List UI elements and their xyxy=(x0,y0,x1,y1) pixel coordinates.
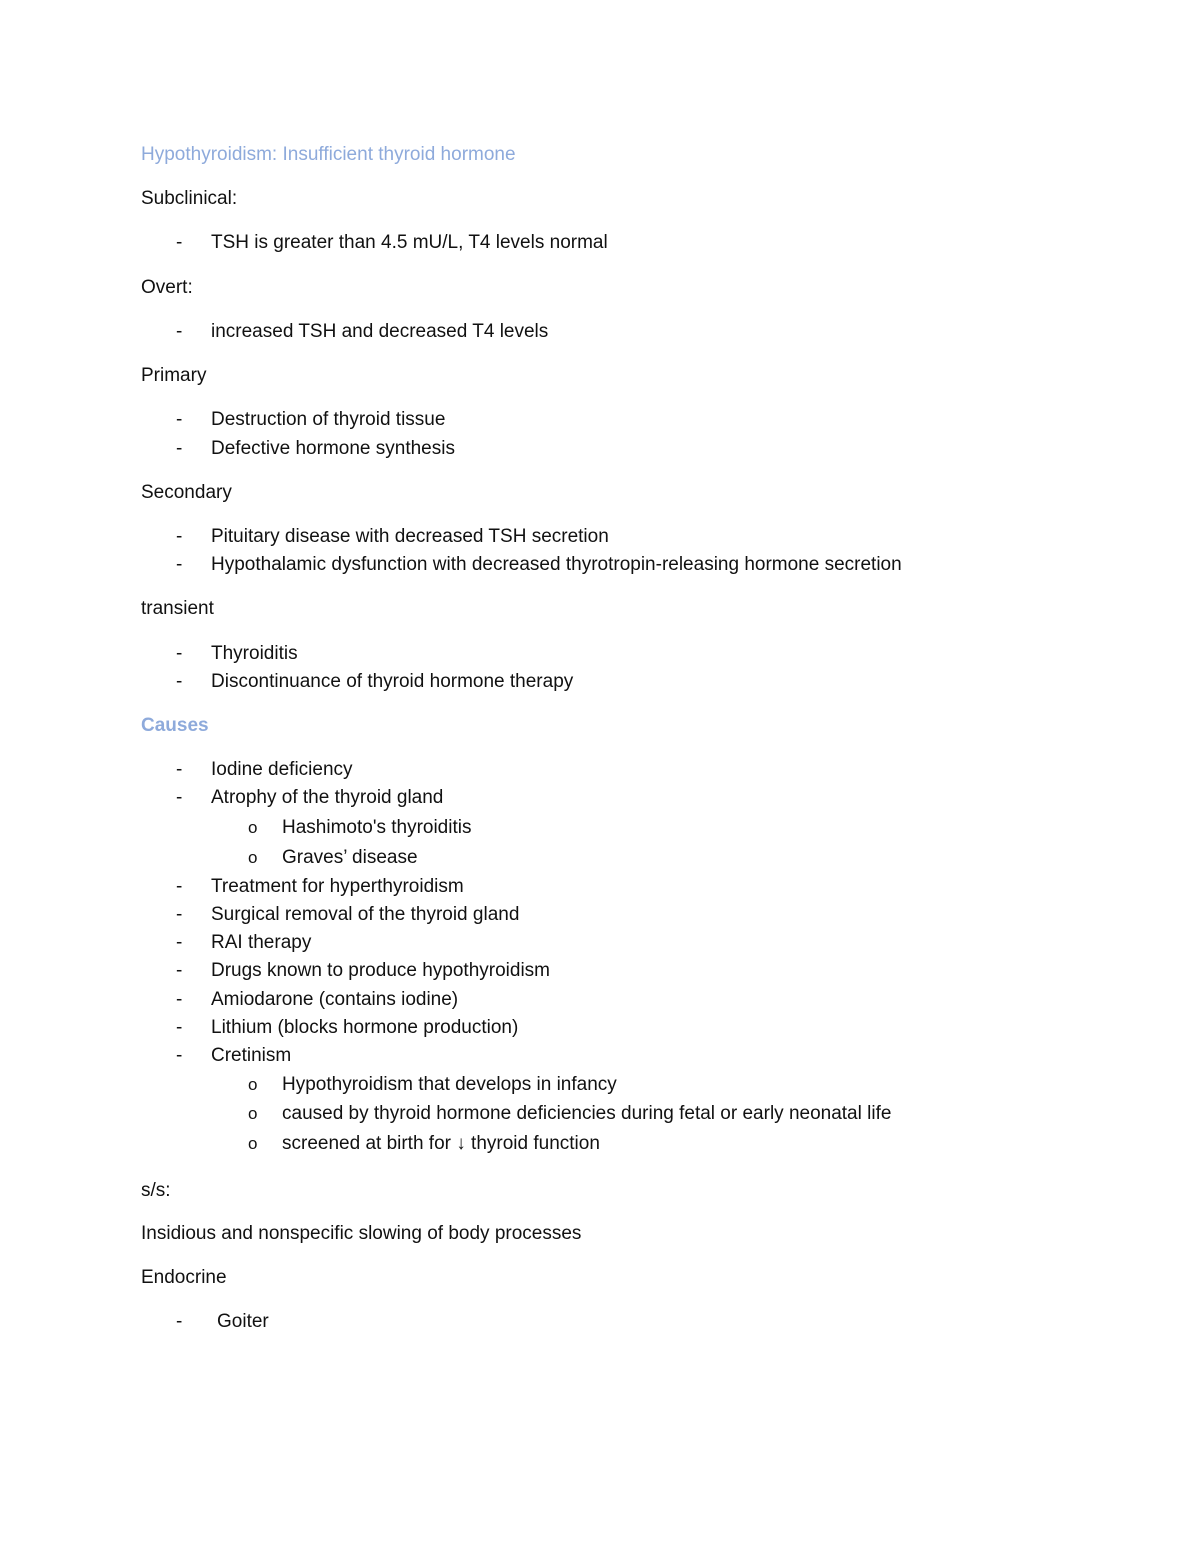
dash-marker: - xyxy=(176,643,183,664)
sub-list-item-text: Graves’ disease xyxy=(282,847,418,868)
list-item-text: Pituitary disease with decreased TSH secretion xyxy=(211,526,609,547)
sub-marker: o xyxy=(248,1134,258,1153)
signs-intro: Insidious and nonspecific slowing of body processes xyxy=(141,1223,582,1244)
sub-list-item xyxy=(0,1102,1200,1126)
list-item xyxy=(0,959,1200,983)
sub-list-item xyxy=(0,1073,1200,1097)
section-heading-subclinical: Subclinical: xyxy=(141,188,238,209)
list-item-text: Thyroiditis xyxy=(211,643,298,664)
list-item xyxy=(0,320,1200,344)
sub-marker: o xyxy=(248,848,258,867)
sub-list-item-text: caused by thyroid hormone deficiencies during fetal or early neonatal life xyxy=(282,1103,892,1124)
list-item xyxy=(0,437,1200,461)
sub-marker: o xyxy=(248,1104,258,1123)
list-item xyxy=(0,758,1200,782)
sub-list-item xyxy=(0,1132,1200,1156)
dash-marker: - xyxy=(176,321,183,342)
dash-marker: - xyxy=(176,1017,183,1038)
dash-marker: - xyxy=(176,671,183,692)
list-item-text: Atrophy of the thyroid gland xyxy=(211,787,444,808)
list-item-text: Lithium (blocks hormone production) xyxy=(211,1017,519,1038)
list-item-text: Defective hormone synthesis xyxy=(211,438,455,459)
dash-marker: - xyxy=(176,1045,183,1066)
section-heading-secondary: Secondary xyxy=(141,482,232,503)
list-item xyxy=(0,642,1200,666)
list-item-text: Destruction of thyroid tissue xyxy=(211,409,446,430)
list-item-text: Discontinuance of thyroid hormone therapy xyxy=(211,671,574,692)
list-item xyxy=(0,786,1200,810)
dash-marker: - xyxy=(176,932,183,953)
dash-marker: - xyxy=(176,759,183,780)
dash-marker: - xyxy=(176,232,183,253)
dash-marker: - xyxy=(176,526,183,547)
dash-marker: - xyxy=(176,876,183,897)
dash-marker: - xyxy=(176,904,183,925)
sub-list-item xyxy=(0,816,1200,840)
sub-list-item-text: screened at birth for ↓ thyroid function xyxy=(282,1133,600,1154)
list-item xyxy=(0,903,1200,927)
list-item xyxy=(0,875,1200,899)
document-title: Hypothyroidism: Insufficient thyroid hormone xyxy=(141,144,516,165)
list-item-text: Goiter xyxy=(217,1311,269,1332)
list-item xyxy=(0,553,1200,577)
list-item xyxy=(0,988,1200,1012)
list-item xyxy=(0,931,1200,955)
sub-list-item-text: Hashimoto's thyroiditis xyxy=(282,817,472,838)
list-item xyxy=(0,1016,1200,1040)
list-item xyxy=(0,408,1200,432)
list-item-text: Cretinism xyxy=(211,1045,292,1066)
list-item-text: TSH is greater than 4.5 mU/L, T4 levels normal xyxy=(211,232,608,253)
sub-marker: o xyxy=(248,818,258,837)
dash-marker: - xyxy=(176,1311,183,1332)
section-heading-causes: Causes xyxy=(141,715,209,736)
list-item-text: increased TSH and decreased T4 levels xyxy=(211,321,549,342)
sub-list-item xyxy=(0,846,1200,870)
section-heading-endocrine: Endocrine xyxy=(141,1267,227,1288)
list-item-text: Treatment for hyperthyroidism xyxy=(211,876,464,897)
list-item xyxy=(0,1310,1200,1334)
dash-marker: - xyxy=(176,438,183,459)
list-item xyxy=(0,1044,1200,1068)
dash-marker: - xyxy=(176,409,183,430)
section-heading-signs: s/s: xyxy=(141,1180,171,1201)
section-heading-overt: Overt: xyxy=(141,277,193,298)
list-item-text: RAI therapy xyxy=(211,932,312,953)
sub-marker: o xyxy=(248,1075,258,1094)
list-item xyxy=(0,231,1200,255)
dash-marker: - xyxy=(176,989,183,1010)
list-item-text: Drugs known to produce hypothyroidism xyxy=(211,960,551,981)
list-item-text: Iodine deficiency xyxy=(211,759,353,780)
sub-list-item-text: Hypothyroidism that develops in infancy xyxy=(282,1074,617,1095)
list-item xyxy=(0,525,1200,549)
list-item-text: Surgical removal of the thyroid gland xyxy=(211,904,520,925)
dash-marker: - xyxy=(176,787,183,808)
dash-marker: - xyxy=(176,554,183,575)
list-item xyxy=(0,670,1200,694)
list-item-text: Amiodarone (contains iodine) xyxy=(211,989,459,1010)
list-item-text: Hypothalamic dysfunction with decreased thyrotropin-releasing hormone secretion xyxy=(211,554,902,575)
section-heading-primary: Primary xyxy=(141,365,207,386)
dash-marker: - xyxy=(176,960,183,981)
section-heading-transient: transient xyxy=(141,598,214,619)
